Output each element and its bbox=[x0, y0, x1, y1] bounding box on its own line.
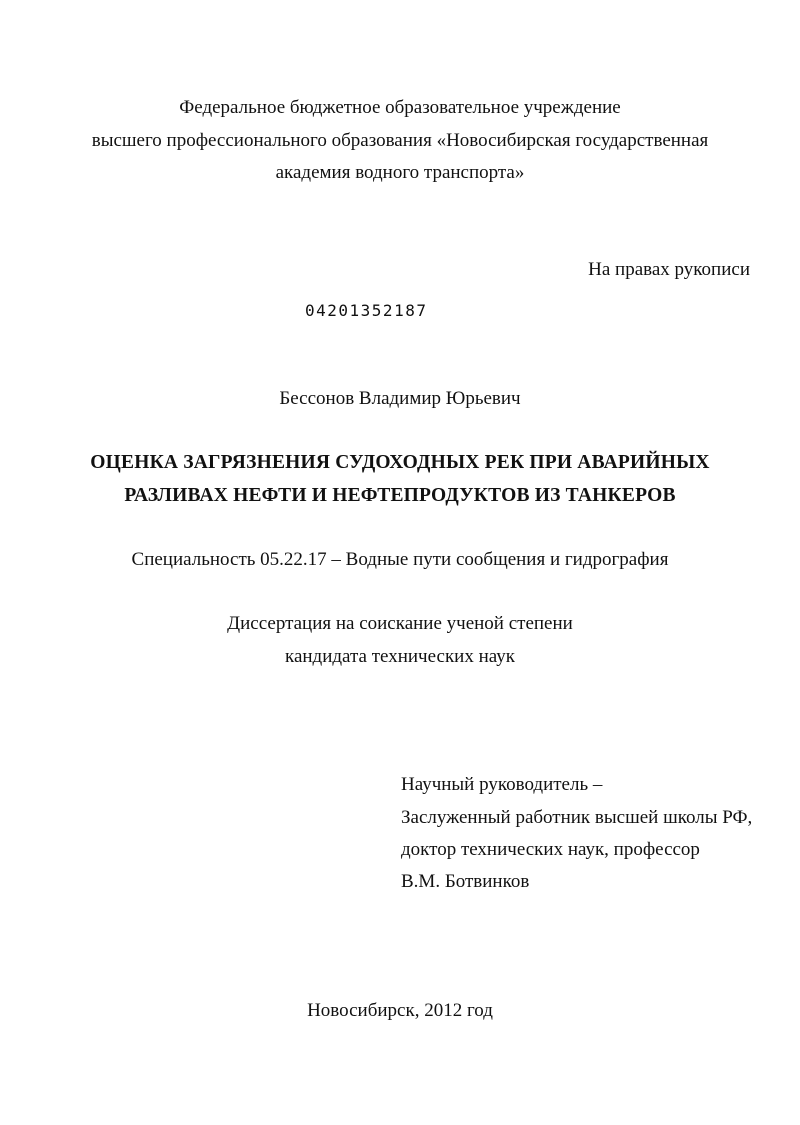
institution-line-2: высшего профессионального образования «Новосибирская государственная bbox=[91, 130, 709, 151]
specialty: Специальность 05.22.17 – Водные пути сообщения и гидрография bbox=[131, 549, 669, 570]
degree-line-1: Диссертация на соискание ученой степени bbox=[227, 613, 573, 634]
title-line-2: РАЗЛИВАХ НЕФТИ И НЕФТЕПРОДУКТОВ ИЗ ТАНКЕРОВ bbox=[124, 485, 676, 506]
degree-line-2: кандидата технических наук bbox=[285, 646, 515, 667]
supervisor-honor: Заслуженный работник высшей школы РФ, bbox=[401, 807, 753, 828]
title-line-1: ОЦЕНКА ЗАГРЯЗНЕНИЯ СУДОХОДНЫХ РЕК ПРИ АВАРИЙНЫХ bbox=[90, 452, 710, 473]
supervisor-heading: Научный руководитель – bbox=[401, 774, 603, 795]
institution-line-3: академия водного транспорта» bbox=[275, 162, 525, 183]
manuscript-note: На правах рукописи bbox=[588, 259, 750, 280]
institution-line-1: Федеральное бюджетное образовательное учреждение bbox=[179, 97, 621, 118]
document-code: 04201352187 bbox=[305, 301, 428, 320]
author-name: Бессонов Владимир Юрьевич bbox=[279, 388, 521, 409]
supervisor-name: В.М. Ботвинков bbox=[401, 871, 530, 892]
supervisor-degree: доктор технических наук, профессор bbox=[401, 839, 700, 860]
place-year: Новосибирск, 2012 год bbox=[307, 1000, 493, 1021]
